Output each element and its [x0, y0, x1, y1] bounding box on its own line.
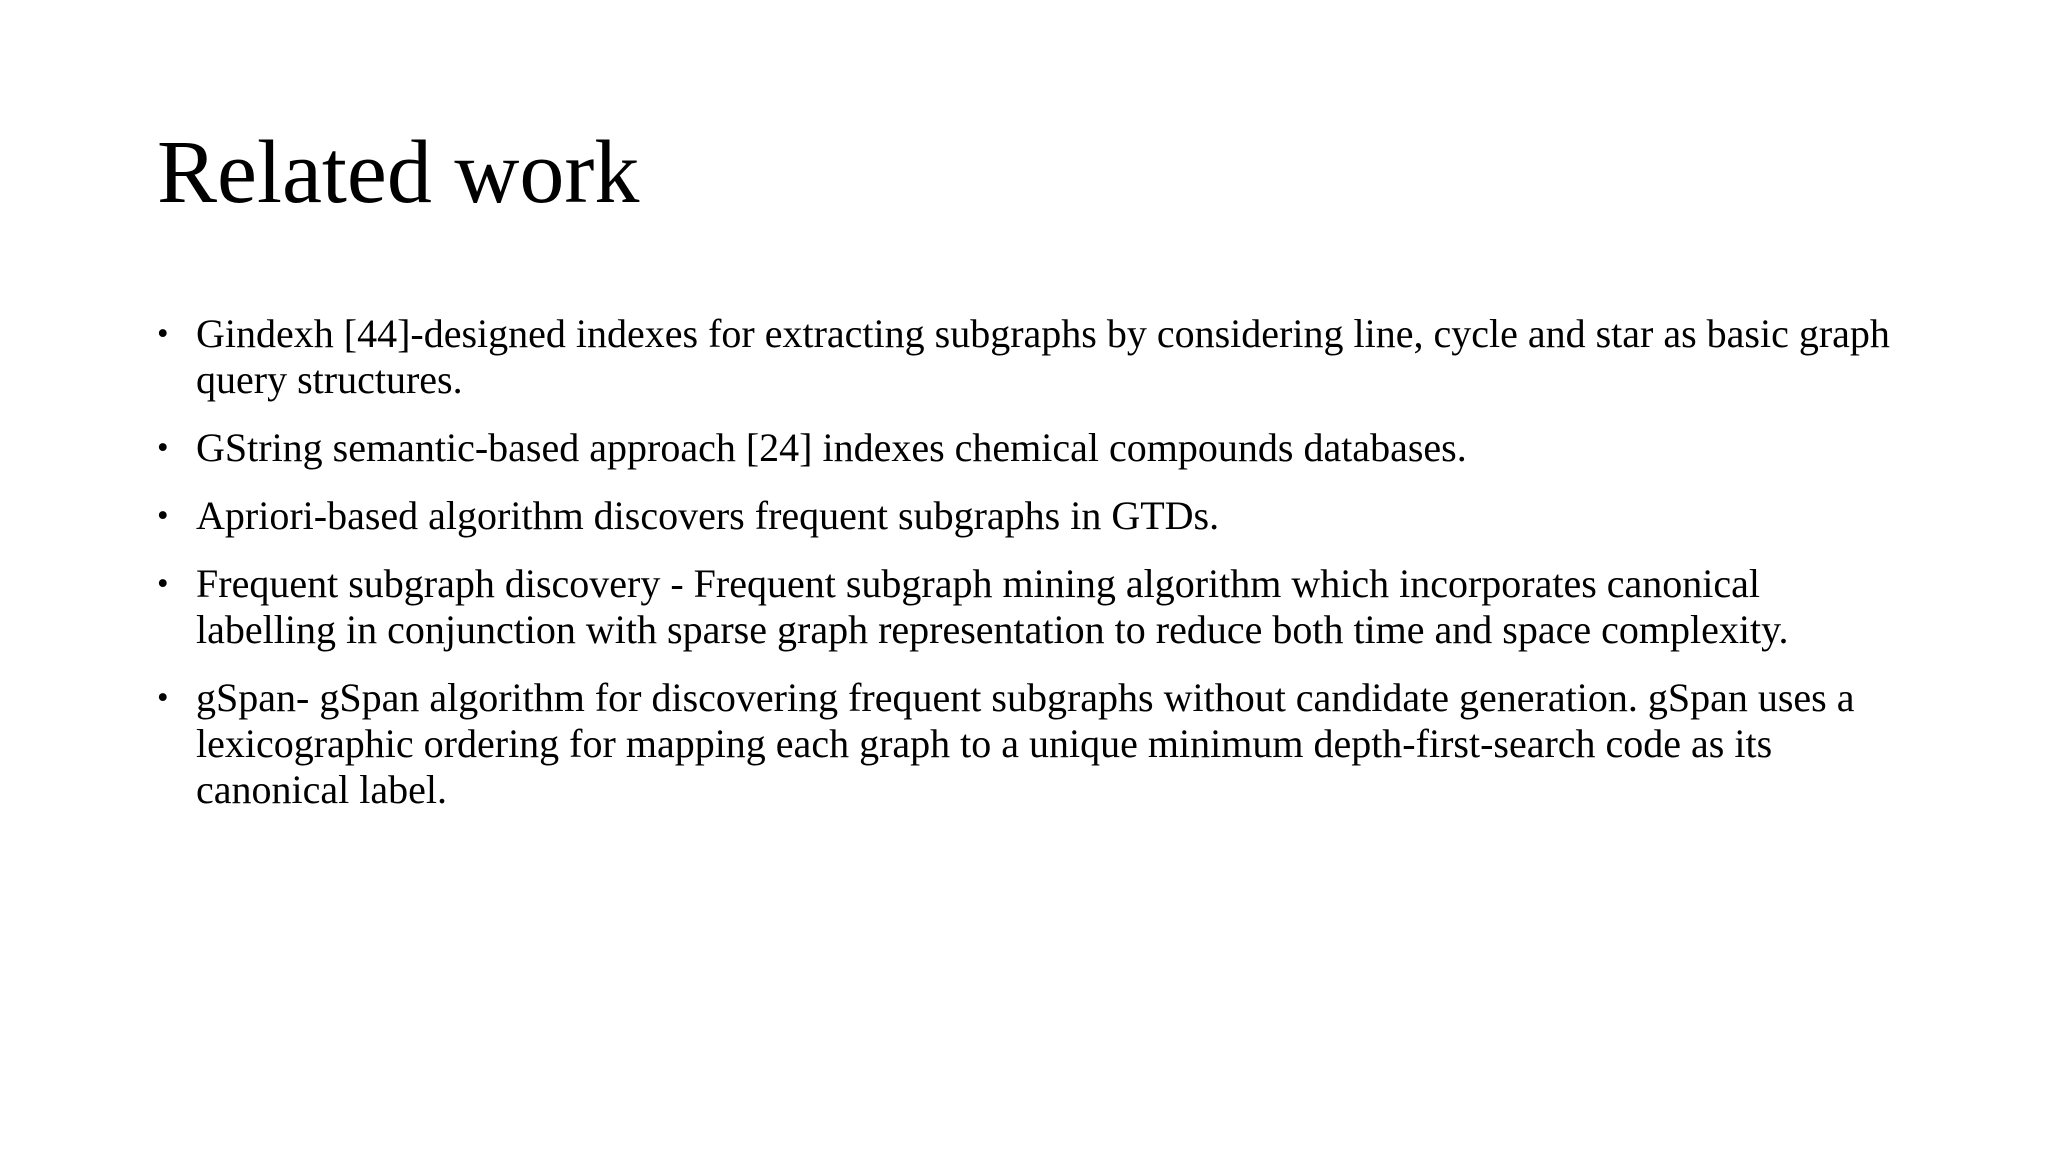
bullet-item — [157, 311, 1897, 403]
bullet-text: GString semantic-based approach [24] indexes chemical compounds databases. — [196, 425, 1467, 470]
bullet-dot-icon: • — [157, 316, 169, 352]
bullet-item — [157, 675, 1897, 813]
bullet-text: Frequent subgraph discovery - Frequent subgraph mining algorithm which incorporates canonical labelling in conjunction with sparse graph representation to reduce both time and space complexity. — [196, 561, 1789, 652]
bullet-text: gSpan- gSpan algorithm for discovering frequent subgraphs without candidate generation. gSpan uses a lexicographic ordering for mapping each graph to a unique minimum depth-first-search code as its canonical label. — [196, 675, 1855, 812]
bullet-dot-icon: • — [157, 430, 169, 466]
slide-title: Related work — [157, 123, 640, 222]
bullet-list — [157, 311, 1897, 835]
bullet-text: Apriori-based algorithm discovers frequent subgraphs in GTDs. — [196, 493, 1220, 538]
bullet-dot-icon: • — [157, 566, 169, 602]
bullet-dot-icon: • — [157, 680, 169, 716]
bullet-item — [157, 561, 1897, 653]
bullet-text: Gindexh [44]-designed indexes for extracting subgraphs by considering line, cycle and star as basic graph query structures. — [196, 311, 1890, 402]
bullet-dot-icon: • — [157, 498, 169, 534]
bullet-item — [157, 425, 1897, 471]
bullet-item — [157, 493, 1897, 539]
